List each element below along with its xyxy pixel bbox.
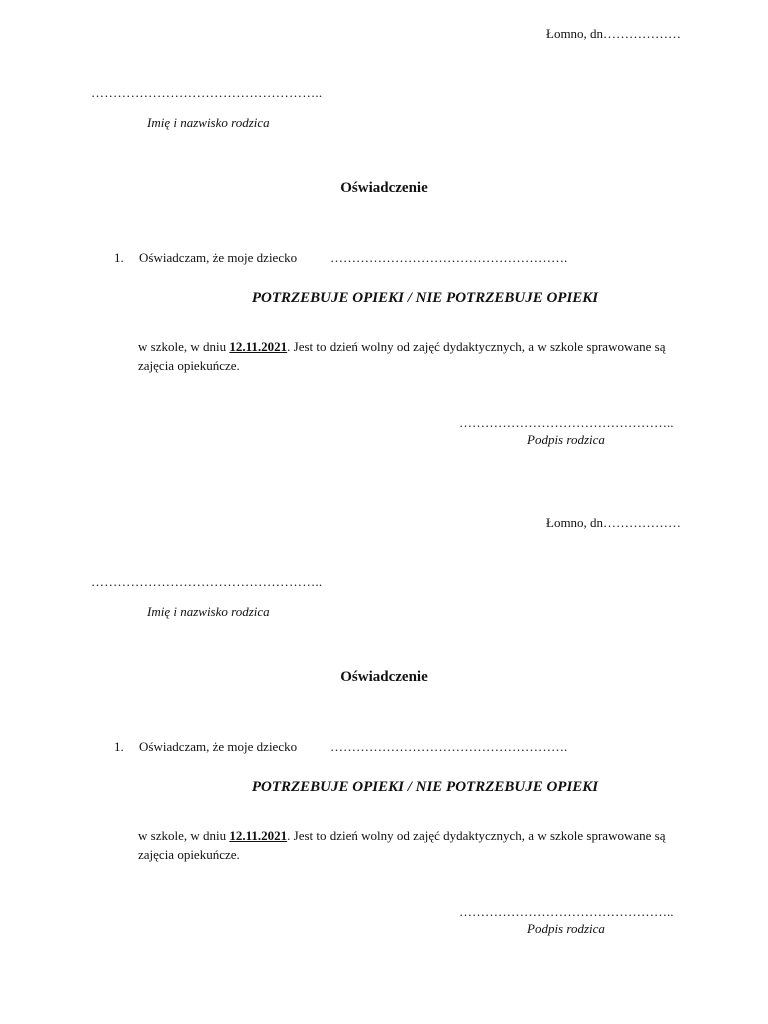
signature-label: Podpis rodzica [527,432,605,447]
statement-text-start: w szkole, w dniu [138,339,230,354]
care-options[interactable]: POTRZEBUJE OPIEKI / NIE POTRZEBUJE OPIEKI [251,779,599,795]
declaration-form-1 [0,0,768,490]
item-text: Oświadczam, że moje dziecko [139,250,298,265]
declaration-form-2 [0,489,768,979]
place-date-line[interactable]: Łomno, dn……………… [546,26,682,41]
parent-name-line[interactable]: …………………………………………….. [91,85,323,100]
form-title: Oświadczenie [340,669,428,685]
statement-date: 12.11.2021 [229,828,288,843]
parent-name-label: Imię i nazwisko rodzica [147,604,270,619]
statement-text-start: w szkole, w dniu [138,828,230,843]
signature-label: Podpis rodzica [527,921,605,936]
signature-line[interactable]: ………………………………………….. [459,904,674,919]
child-name-line[interactable]: ………………………………………………. [330,739,568,754]
item-number: 1. [114,739,124,754]
statement-date: 12.11.2021 [229,339,288,354]
parent-name-label: Imię i nazwisko rodzica [147,115,270,130]
child-name-line[interactable]: ………………………………………………. [330,250,568,265]
place-date-line[interactable]: Łomno, dn……………… [546,515,682,530]
statement-text-end: . Jest to dzień wolny od zajęć dydaktycznych, a w szkole sprawowane są zajęcia opiekuńcze. [138,828,666,862]
care-options[interactable]: POTRZEBUJE OPIEKI / NIE POTRZEBUJE OPIEKI [251,290,599,306]
parent-name-line[interactable]: …………………………………………….. [91,574,323,589]
item-number: 1. [114,250,124,265]
statement-paragraph [138,826,698,864]
statement-paragraph [138,337,698,375]
item-text: Oświadczam, że moje dziecko [139,739,298,754]
statement-text-end: . Jest to dzień wolny od zajęć dydaktycznych, a w szkole sprawowane są zajęcia opiekuńcze. [138,339,666,373]
form-title: Oświadczenie [340,180,428,196]
signature-line[interactable]: ………………………………………….. [459,415,674,430]
